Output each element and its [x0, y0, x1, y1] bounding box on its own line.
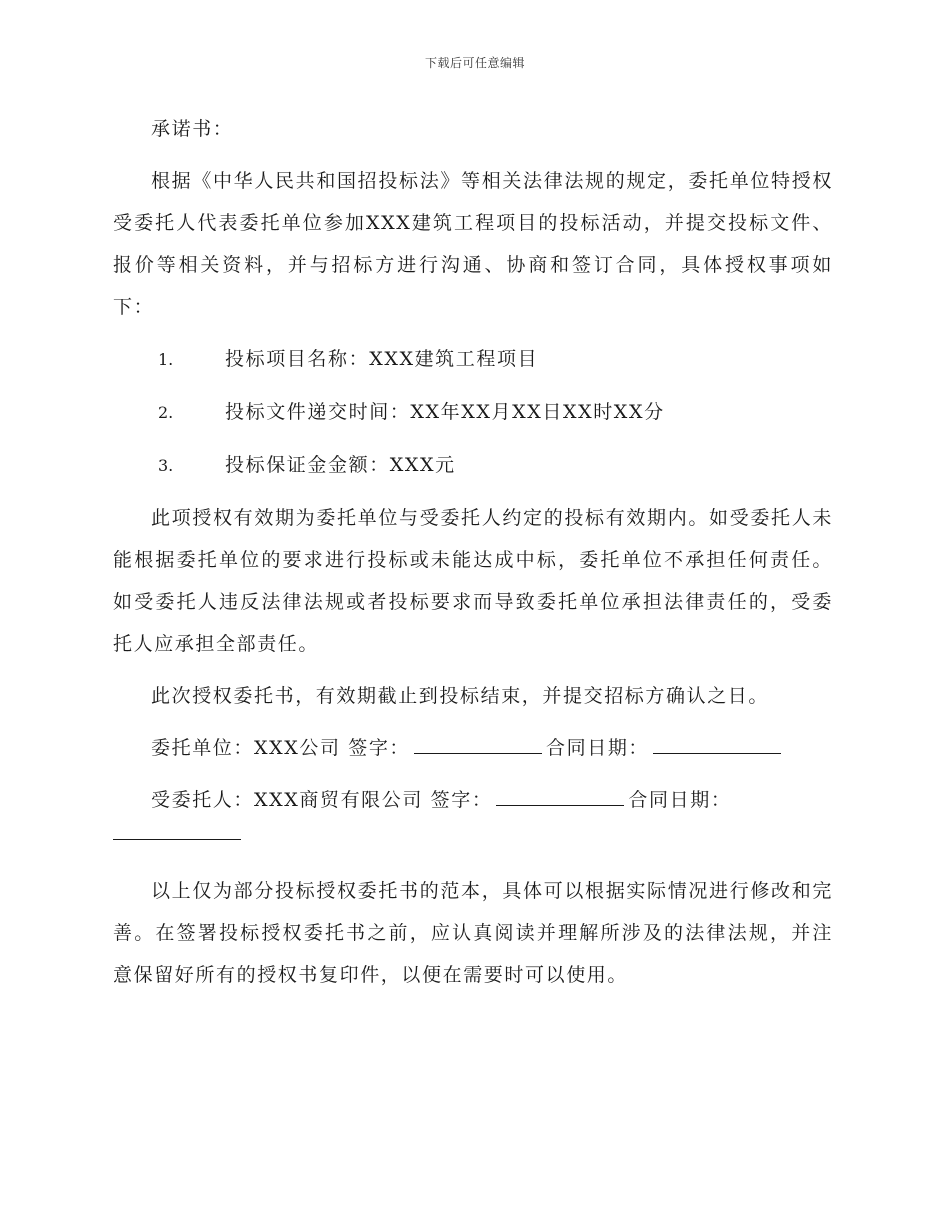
- title-line: 承诺书：: [151, 118, 234, 140]
- list-item-text: 投标文件递交时间：XX年XX月XX日XX时XX分: [225, 401, 665, 423]
- closing-paragraph: 以上仅为部分投标授权委托书的范本，具体可以根据实际情况进行修改和完善。在签署投标授权委托书之前，应认真阅读并理解所涉及的法律法规，并注意保留好所有的授权书复印件，以便在需要时可以使用。: [113, 880, 833, 986]
- validity-paragraph: 此项授权有效期为委托单位与受委托人约定的投标有效期内。如受委托人未能根据委托单位的要求进行投标或未能达成中标，委托单位不承担任何责任。如受委托人违反法律法规或者投标要求而导致委托单位承担法律责任的，受委托人应承担全部责任。: [113, 507, 833, 655]
- list-item: [113, 444, 833, 487]
- deadline-paragraph: 此次授权委托书，有效期截止到投标结束，并提交招标方确认之日。: [151, 685, 770, 707]
- list-item-number: 3.: [158, 456, 174, 475]
- agent-signature-line: [113, 779, 833, 821]
- list-item: [113, 391, 833, 434]
- agent-date-blank: [113, 821, 241, 840]
- principal-label: 委托单位：XXX公司 签字：: [151, 737, 411, 759]
- agent-signature-blank: [496, 783, 624, 806]
- intro-paragraph: 根据《中华人民共和国招投标法》等相关法律法规的规定，委托单位特授权受委托人代表委托单位参加XXX建筑工程项目的投标活动，并提交投标文件、报价等相关资料，并与招标方进行沟通、协商和签订合同，具体授权事项如下：: [113, 170, 833, 318]
- page-header: 下载后可任意编辑: [424, 56, 525, 70]
- list-item-text: 投标项目名称：XXX建筑工程项目: [225, 348, 539, 370]
- agent-label: 受委托人：XXX商贸有限公司 签字：: [151, 789, 493, 811]
- principal-date-label: 合同日期：: [546, 737, 650, 759]
- list-item: [113, 338, 833, 381]
- principal-date-blank: [653, 731, 781, 754]
- document-body: [113, 108, 833, 1006]
- list-item-number: 1.: [158, 350, 174, 369]
- principal-signature-line: [113, 727, 833, 769]
- list-item-number: 2.: [158, 403, 174, 422]
- principal-signature-blank: [414, 731, 542, 754]
- list-item-text: 投标保证金金额：XXX元: [225, 454, 456, 476]
- agent-date-label: 合同日期：: [628, 789, 732, 811]
